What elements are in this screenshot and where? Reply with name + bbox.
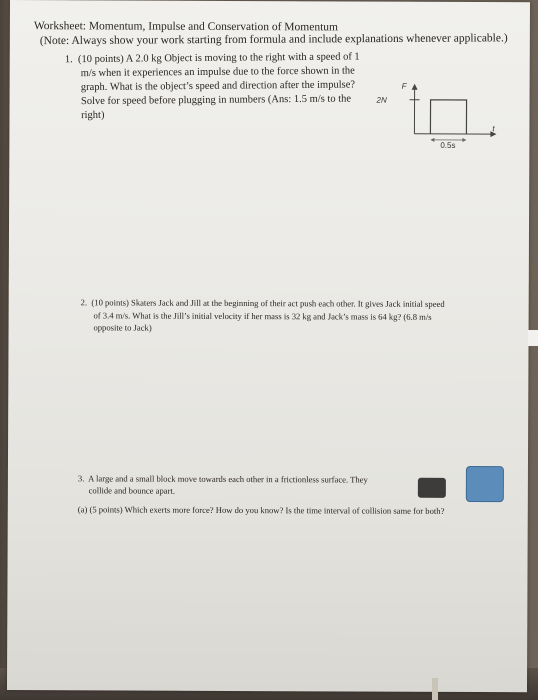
worksheet-note: (Note: Always show your work starting from formula and include explanations whenever applicable.): [39, 32, 508, 48]
worksheet-title: Worksheet: Momentum, Impulse and Conservation of Momentum: [33, 20, 339, 34]
small-block: [418, 478, 446, 498]
duration-label: 0.5s: [440, 140, 456, 150]
force-pulse: [430, 100, 466, 134]
force-time-graph: [364, 78, 504, 159]
force-axis-label: F: [401, 81, 407, 91]
force-graph-svg: [364, 78, 504, 159]
question-3-text: 3. A large and a small block move towards each other in a frictionless surface. They collide and bounce apart.: [77, 473, 368, 496]
large-block: [466, 466, 504, 502]
paper-corner-tab: [528, 330, 538, 346]
time-axis-label: t: [492, 124, 495, 134]
question-3a-text: (a) (5 points) Which exerts more force? How do you know? Is the time interval of collision same for both?: [77, 504, 445, 516]
question-1-text: 1. (10 points) A 2.0 kg Object is moving to the right with a speed of 1 m/s when it experiences an impulse due to the force shown in the graph. What is the object’s speed and direction after the impulse? Solve for speed before plugging in numbers (Ans: 1.5 m/s to the right): [64, 51, 360, 122]
question-2-text: 2. (10 points) Skaters Jack and Jill at the beginning of their act push each other. It gives Jack initial speed of 3.4 m/s. What is the Jill’s initial velocity if her mass is 32 kg and Jack’s mass is 64 kg? (6.8 m/s opposite to Jack): [80, 297, 445, 333]
background-object: [432, 678, 438, 700]
force-axis-arrow: [412, 84, 418, 90]
force-value-label: 2N: [376, 95, 387, 105]
worksheet-page: [7, 0, 530, 692]
